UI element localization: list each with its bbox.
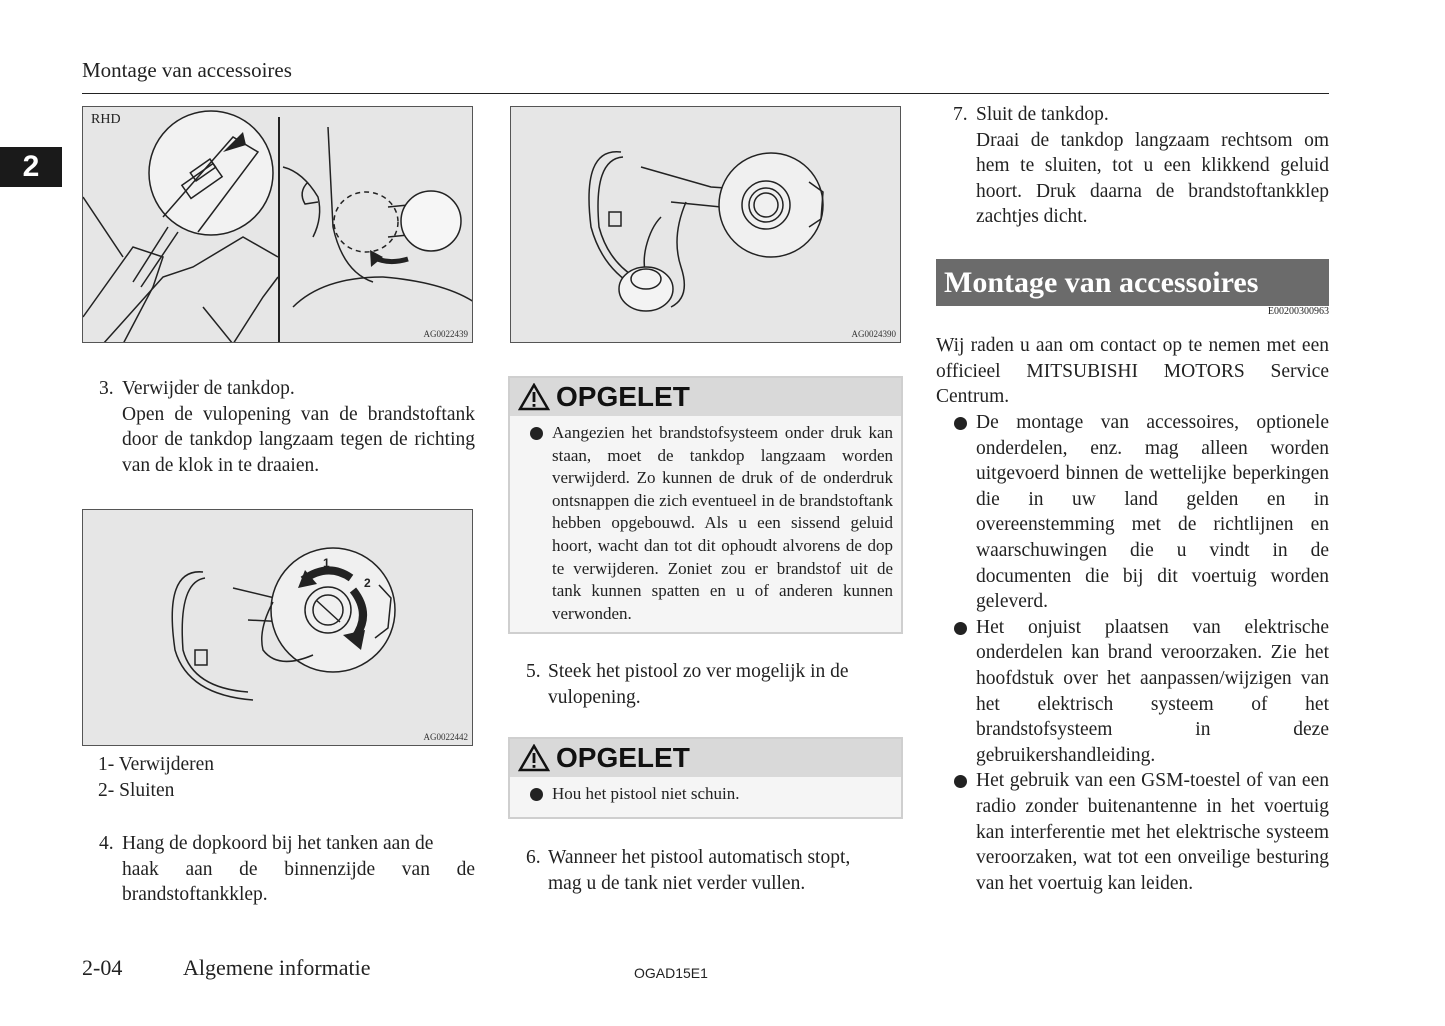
bullet-icon xyxy=(530,427,543,440)
list-item-text: De montage van accessoires, optionele onderdelen, enz. mag alleen worden uitgevoerd binnen de wettelijke beperkingen die in uw land gelden en in overeenstemming met de richtlijnen en waarschuwingen die u vindt in de documenten die bij dit voertuig worden geleverd. xyxy=(976,412,1329,613)
step-number: 7. xyxy=(953,104,968,125)
warning-content xyxy=(510,416,901,631)
bullet-icon xyxy=(954,417,967,430)
warning-text: Aangezien het brandstofsysteem onder druk kan staan, moet de tankdop langzaam worden verwijderd. Zo kunnen de druk of de onderdruk ontsnappen die zich eventueel in de brandstoftank hebben opgebouwd. Als u een sissend geluid hoort, wacht dan tot dit ophoudt alvorens de dop te verwijderen. Zoniet zou er brandstof uit de tank kunnen spatten en u of anderen kunnen verwonden. xyxy=(552,423,893,623)
step-6 xyxy=(508,845,902,896)
warning-header xyxy=(510,378,901,416)
chapter-tab: 2 xyxy=(0,147,62,187)
warning-title: OPGELET xyxy=(556,381,690,412)
figure-code: AG0024390 xyxy=(851,329,896,339)
bullet-icon xyxy=(530,788,543,801)
step-heading: Steek het pistool zo ver mogelijk in de xyxy=(548,661,849,682)
step-body: mag u de tank niet verder vullen. xyxy=(548,872,806,894)
step-3 xyxy=(82,376,475,478)
warning-triangle-icon xyxy=(518,744,550,772)
warning-header xyxy=(510,739,901,777)
cap-rotation-illustration xyxy=(83,510,473,746)
running-header: Montage van accessoires xyxy=(82,58,292,82)
warning-box-nozzle xyxy=(508,737,903,819)
list-item xyxy=(936,768,1329,896)
figure-cap-rotation xyxy=(82,509,473,746)
step-number: 3. xyxy=(99,378,114,399)
section-intro: Wij raden u aan om contact op te nemen met een officieel MITSUBISHI MOTORS Service Centrum. xyxy=(936,335,1329,408)
fuel-cap-tether-illustration xyxy=(511,107,901,343)
step-5 xyxy=(508,659,902,710)
step-7 xyxy=(936,102,1329,230)
step-heading: Verwijder de tankdop. xyxy=(122,378,295,399)
step-number: 4. xyxy=(99,833,114,854)
list-item xyxy=(936,615,1329,769)
list-item-text: Het gebruik van een GSM-toestel of van een radio zonder buitenantenne in het voertuig kan interferentie met het elektrische systeem veroorzaken, wat tot een onveilige besturing van het voertuig kan leiden. xyxy=(976,770,1329,894)
header-rule xyxy=(82,93,1329,94)
step-body: Open de vulopening van de brandstoftank door de tankdop langzaam tegen de richting van de klok in te draaien. xyxy=(122,403,475,476)
step-body: vulopening. xyxy=(548,686,641,708)
section-code: E00200300963 xyxy=(1267,306,1329,317)
figure-label-rhd: RHD xyxy=(91,112,121,127)
step-number: 5. xyxy=(526,661,541,682)
section-bullet-list xyxy=(936,410,1329,896)
fuel-door-release-illustration xyxy=(83,107,473,343)
step-heading: Hang de dopkoord bij het tanken aan de xyxy=(122,833,434,854)
page-number: 2-04 xyxy=(82,955,123,980)
callout-2: 2 xyxy=(364,576,371,590)
bullet-icon xyxy=(954,775,967,788)
list-item-text: Het onjuist plaatsen van elektrische onderdelen kan brand veroorzaken. Zie het hoofdstuk over het aanpassen/wijzigen van het elektrisch systeem of het brandstofsysteem in deze gebruikershandleiding. xyxy=(976,616,1329,766)
step-4 xyxy=(82,831,475,908)
step-body: haak aan de binnenzijde van de brandstoftankklep. xyxy=(122,858,475,906)
warning-triangle-icon xyxy=(518,383,550,411)
bullet-icon xyxy=(954,622,967,635)
figure-cap-tether xyxy=(510,106,901,343)
step-heading: Wanneer het pistool automatisch stopt, xyxy=(548,847,851,868)
list-item xyxy=(936,410,1329,615)
callout-1: 1 xyxy=(323,556,330,570)
warning-content xyxy=(510,777,901,812)
step-number: 6. xyxy=(526,847,541,868)
section-heading: Montage van accessoires xyxy=(936,259,1329,306)
legend-item-2: 2- Sluiten xyxy=(98,780,175,801)
warning-box-pressure xyxy=(508,376,903,634)
figure-code: AG0022442 xyxy=(423,732,468,742)
figure-fuel-door-release xyxy=(82,106,473,343)
warning-text: Hou het pistool niet schuin. xyxy=(552,784,740,803)
footer-section-name: Algemene informatie xyxy=(183,955,371,980)
document-code: OGAD15E1 xyxy=(634,965,708,981)
step-heading: Sluit de tankdop. xyxy=(976,104,1109,125)
legend-item-1: 1- Verwijderen xyxy=(98,754,215,775)
warning-title: OPGELET xyxy=(556,742,690,773)
step-body: Draai de tankdop langzaam rechtsom om hem te sluiten, tot u een klikkend geluid hoort. Druk daarna de brandstoftankklep zachtjes dicht. xyxy=(976,129,1329,228)
figure-code: AG0022439 xyxy=(423,329,468,339)
